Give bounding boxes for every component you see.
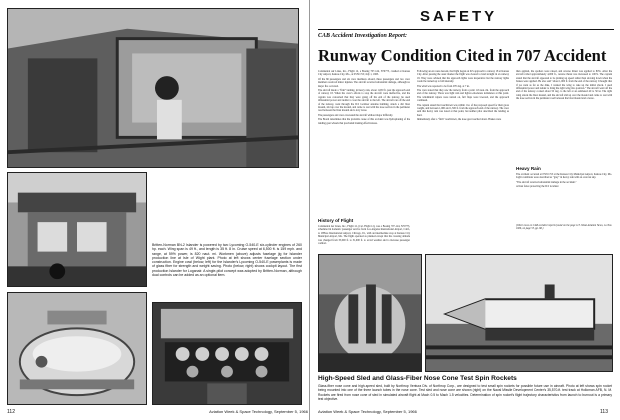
jig-photo (7, 8, 299, 168)
heavy-rain-heading: Heavy Rain (516, 166, 541, 171)
photo-caption: Britten-Norman BN-2 Islander is powered by two Lycoming O-540-E six-cylinder engines of 260 hp. each. Wing span is 49 ft., and length is 35 ft. 8 in. Cruise speed at 6,500 ft. is 159 mph. and range, at 59% power, is 820 naut. mi. Workmen (above) adjusts fuselage jig for Islander production line at Isle of Wight plant. Photo at left shows center fuselage section under construction. Engine cowl (below, left) for the Islander's Lycoming O-540-E powerplants is made of glass fiber for strength and weight saving. Photo (below, right) shows cockpit layout. The first production Islander for Loganair. A single-pilot concept was adopted by Britten-Norman, although dual controls can be added as an optional item. (152, 243, 302, 278)
cockpit-photo (152, 302, 302, 405)
section-title: SAFETY (420, 8, 498, 25)
body-column-3b (516, 173, 612, 221)
section-rule (318, 29, 614, 30)
paragraph: Immediately after a "firm" touchdown, the nose gear touched down. Brakes were (417, 118, 502, 122)
body-column-2 (417, 70, 509, 250)
paragraph: Of the 66 passengers and six crew members aboard, three passengers and two crew members received minor injuries. The aircraft received substantial damage, although no major fire occurred. (318, 77, 410, 88)
right-folio: 113 (600, 409, 608, 415)
left-footer: Aviation Week & Space Technology, September 5, 1966 (209, 409, 308, 414)
body-column-1b: Continental Air Lines, Inc., Flight 12, (Cal. Flight 12), was a Boeing 707-124, N70773, scheduled in domestic passenger service from Los Angeles International Airport, Calif., to O'Hare International Airport, Chicago, Ill., with an intermediate stop at Kansas City Municipal Airport, Mo. The flight operated as planned except that the crossing altitude was changed from 35,000 ft. to 31,000 ft. to avoid weather and to increase passenger comfort. (318, 225, 410, 246)
paragraph: The Board determines that the probable cause of this accident was hydroplaning of the landing gear wheels that precluded braking effectiveness. (318, 118, 410, 125)
cowl-photo (7, 292, 147, 405)
paragraph: "The aircraft received substantial damage in the accident." (516, 180, 577, 184)
paragraph: The passengers and crew evacuated the aircraft without major difficulty. (318, 113, 393, 117)
page-spine (309, 0, 310, 420)
paragraph: The crew stated that they saw the runway from a point 1.8 naut. mi. from the approach end of the runway. There was light rain and light-to-moderate turbulence at this point. The windshield wipers were turned on, full flaps were lowered, and the approach continued. (417, 89, 509, 103)
paragraph: A blast fence protecting the ILS localizer (516, 185, 559, 189)
right-footer: Aviation Week & Space Technology, September 5, 1966 (318, 409, 417, 414)
paragraph: then applied, the spoilers were raised, and reverse thrust was applied to 80%. After the aircraft rolled approximately 4,000 ft., reverse thrust was increased to 100%. The captain stated that the aircraft appeared to be picking up speed rather than slowing down when the brakes were applied. He also said "about 1,000 ft. from the end of the runway I thought that if we went as far as the dike, I wanted the wing to take up the initial shock. I used differential power and rudder to bring the right wing into position." The aircraft went off the end of the runway cocked about 50 deg. to the left at an estimated 40 to 50 kt. The right wing struck the blast mound, and the aircraft slid up over the mound and came to rest with the nose section in the perimeter road between the blast mound and a levee. (516, 70, 612, 101)
fuselage-photo (7, 172, 147, 287)
column-note: (Other news on CAB accident reports found on the page 113. Weak Aviation News, 1a Nov. 1966, on page 55, pp. 68.) (516, 224, 612, 231)
paragraph: Continental Air Lines, Inc., Flight 12, a Boeing 707-124, N70773, crashed at Kansas City Airport, Kansas City, Mo., at 0729 CST, July 1, 1965. (318, 70, 410, 77)
left-folio: 112 (7, 409, 15, 415)
rocket-caption: Glass-fiber nose cone and high-speed sled, built by Northrop Ventura Div. of Northrop Corp., are designed to test small spin rockets for possible future use in aircraft. Photo at left shows spin rocket being mounted into one of the three launch tubes in the nose cone. Test sled and nose cone are shown (right) on the Naval Missile Development Center's 35,570-ft. test track at Holloman AFB, N. M. Rockets are fired from nose cone of sled in simulated aircraft flight at Mach 0.5 to Mach 1.5 velocities. Determination of spin rocket's flight trajectory characteristics from launch to burnout is a primary test objective. (318, 384, 612, 401)
headline: Runway Condition Cited in 707 Accident (318, 46, 607, 65)
kicker: CAB Accident Investigation Report: (318, 33, 407, 39)
rocket-heading: High-Speed Sled and Glass-Fiber Nose Cone Test Spin Rockets (318, 375, 517, 382)
paragraph: The captain stated that touchdown was within 1 kt. of the proposed speed for their gross weight, and between 1,000 and 1,500 ft. from the approach end of the runway. The crew said that heavy rain was noted at that point, but neither pilot described the landing as hard. (417, 103, 509, 117)
history-heading: History of Flight (318, 218, 354, 223)
paragraph: The accident occurred at 0729 CST at the Kansas City Municipal Airport, Kansas City, Mo. Light conditions were described as "gray" in heavy rain with an overcast sky. (516, 173, 612, 180)
rocket-launch-photo (318, 254, 422, 372)
paragraph: The wind was reported to be from 070 deg. at 7 kt. (417, 84, 470, 88)
sled-photo (425, 254, 613, 372)
body-column-3 (516, 70, 612, 162)
paragraph: The aircraft made a "firm" landing, in heavy rain, about 1,650 ft. past the approach end of runway 18. When the crew's efforts to stop the aircraft were ineffective, and the captain was concerned that they were going off the end of the runway, he used differential power and rudder to veer the aircraft to the left. The aircraft ran off the end of the runway, went through the ILS localizer antenna building, struck a dirt blast mound, slid up over the mound, and came to rest with the nose section in the perimeter road between the blast mound and a levy levee. (318, 89, 410, 113)
paragraph: Following an en route descent, the flight began an ILS approach to runway 18 at Kansas City. After passing the outer marker the flight was cleared to land straight in on runway 18. They were advised that the approach lights were inoperative but the runway lights would be turned up to full intensity. (417, 70, 509, 84)
body-column-1 (318, 70, 410, 216)
